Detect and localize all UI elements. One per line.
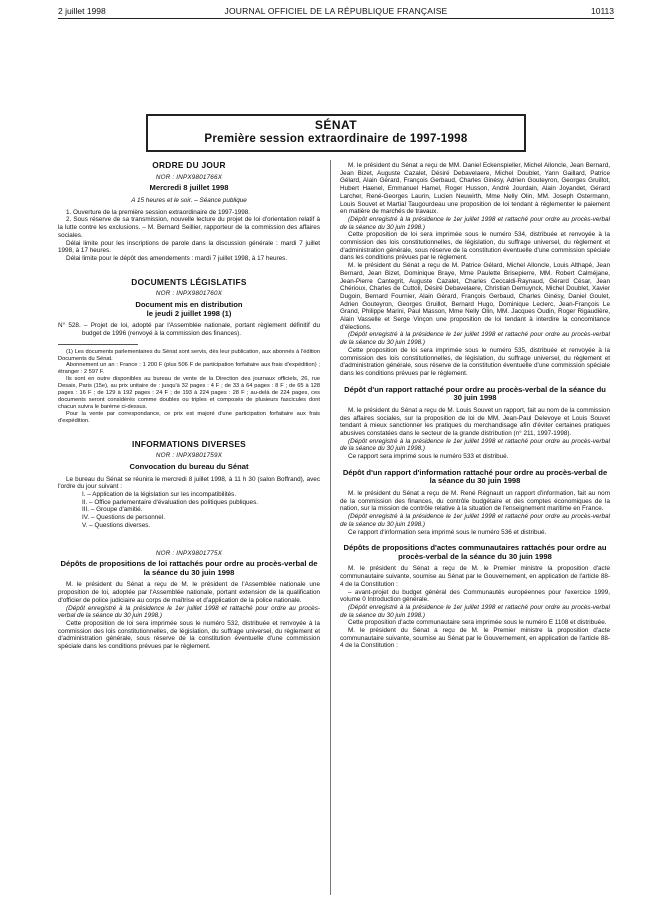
actes-paragraph-3: M. le président du Sénat a reçu de M. le Premier ministre la proposition d'acte communautaire suivante, soumise au Sénat par le Gouvernement, en application de l'article 88-4 de la Constitution :	[340, 627, 610, 650]
proposal-paragraph-1: M. le président du Sénat a reçu de MM. Daniel Eckenspieller, Michel Alloncle, Jean Bernard, Jean Bizet, Auguste Cazalet, Désiré Debavelaere, Michel Doublet, Yann Gaillard, Patrice Gélard, Alain Gérard, François Gerbaud, Charles Ginésy, Adrien Gouteyron, Georges Gruillot, Hubert Haenel, Emmanuel Hamel, Roger Husson, André Jourdain, Alain Joyandet, Gérard Larcher, René-Georges Laurin, Lucien Neuwirth, Mme Nelly Olin, MM. Joseph Ostermann, Louis Souvet et Martial Taugourdeau une proposition de loi tendant à réglementer le paiement en matière de marchés de travaux.	[340, 162, 610, 216]
document-item-528: N° 528. – Projet de loi, adopté par l'Assemblée nationale, portant règlement définitif du budget de 1996 (renvoyé à la commission des finances).	[58, 322, 320, 337]
documents-subheading-2: le jeudi 2 juillet 1998 (1)	[146, 308, 232, 318]
proposal-paragraph-4: Cette proposition de loi sera imprimée sous le numéro 535, distribuée et renvoyée à la commission des lois constitutionnelles, de législation, du suffrage universel, du règlement et d'administration générale, sous réserve de la constitution éventuelle d'une commission spéciale dans les conditions prévues par le règlement.	[340, 346, 610, 377]
header-journal-title: JOURNAL OFFICIEL DE LA RÉPUBLIQUE FRANÇAISE	[224, 6, 448, 16]
rapport-information-registration-note: (Dépôt enregistré à la présidence le 1er juillet 1998 et rattaché pour ordre au procès-verbal de la séance du 30 juin 1998.)	[340, 513, 610, 528]
ordre-time: A 15 heures et le soir. – Séance publique	[131, 197, 247, 204]
actes-paragraph-1: M. le président du Sénat a reçu de M. le Premier ministre la proposition d'acte communautaire suivante, soumise au Sénat par le Gouvernement, en application de l'article 88-4 de la Constitution :	[340, 565, 610, 588]
depots-heading: Dépôts de propositions de loi rattachés pour ordre au procès-verbal de la séance du 30 juin 1998	[60, 559, 318, 577]
left-column	[58, 162, 320, 651]
depots-paragraph-1: M. le président du Sénat a reçu de M. le président de l'Assemblée nationale une proposition de loi, adoptée par l'Assemblée nationale, portant extension de la qualification d'officier de police judiciaire au corps de maîtrise et d'application de la police nationale.	[58, 581, 320, 604]
ordre-item-2: 2. Sous réserve de sa transmission, nouvelle lecture du projet de loi d'orientation relatif à la lutte contre les exclusions. – M. Bernard Seillier, rapporteur de la commission des affaires sociales.	[58, 216, 320, 239]
ordre-deadline-2: Délai limite pour le dépôt des amendements : mardi 7 juillet 1998, à 17 heures.	[66, 254, 288, 262]
ordre-date: Mercredi 8 juillet 1998	[149, 183, 229, 193]
proposal-registration-note-2: (Dépôt enregistré à la présidence le 1er juillet 1998 et rattaché pour ordre au procès-verbal de la séance du 30 juin 1998.)	[340, 331, 610, 347]
ordre-deadline-1: Délai limite pour les inscriptions de parole dans la discussion générale : mardi 7 juillet 1998, à 17 heures.	[58, 239, 320, 255]
column-divider	[330, 160, 331, 895]
actes-registration-note: (Dépôt enregistré à la présidence le 1er juillet 1998 et rattaché pour ordre au procès-verbal de la séance du 30 juin 1998.)	[340, 603, 610, 619]
footnote-4: Pour la vente par correspondance, ce prix est majoré d'une participation forfaitaire aux frais d'expédition.	[58, 410, 320, 424]
footnote-1: (1) Les documents parlementaires du Sénat sont servis, dès leur publication, aux abonnés à l'édition Documents du Sénat.	[58, 348, 320, 362]
proposal-paragraph-3: M. le président du Sénat a reçu de M. Patrice Gélard, Michel Alloncle, Louis Althapé, Jean Bernard, Jean Bizet, Dominique Braye, Mme Paulette Brisepierre, MM. Robert Calméjane, Jean-Pierre Cantegrit, Auguste Cazalet, Charles Ceccaldi-Raynaud, Gérard César, Jean Chérioux, Charles de Cuttoli, Désiré Debavelaere, Christian Demuynck, Michel Doublet, Xavier Dugoin, Bernard Fournier, Alain Gérard, François Gerbaud, Charles Ginésy, Daniel Goulet, Adrien Gouteyron, Georges Gruillot, Bernard Hugo, Dominique Leclerc, Jean-François Le Grand, Philippe Marini, Paul Masson, Mme Nelly Olin, MM. Jacques Oudin, Roger Rigaudière, Alain Vasselle et Serge Vinçon une proposition de loi tendant à interdire la concomitance d'élections.	[340, 262, 610, 331]
info-agenda-item-3: III. – Groupe d'amitié.	[82, 506, 143, 514]
info-paragraph: Le bureau du Sénat se réunira le mercredi 8 juillet 1998, à 11 h 30 (salon Boffrand), avec l'ordre du jour suivant :	[58, 475, 320, 491]
proposal-registration-note-1: (Dépôt enregistré à la présidence le 1er juillet 1998 et rattaché pour ordre au procès-verbal de la séance du 30 juin 1998.)	[340, 215, 610, 231]
header-page-number: 10113	[590, 6, 614, 16]
info-subheading: Convocation du bureau du Sénat	[129, 462, 249, 471]
rapport-information-heading: Dépôt d'un rapport d'information rattaché pour ordre au procès-verbal de la séance du 30 juin 1998	[342, 467, 608, 486]
rapport-information-paragraph-2: Ce rapport d'information sera imprimé sous le numéro 536 et distribué.	[348, 528, 547, 536]
info-agenda-item-1: I. – Application de la législation sur les incompatibilités.	[82, 491, 237, 498]
ordre-nor: NOR : INPX9801766X	[155, 173, 223, 181]
documents-nor: NOR : INPX9801760X	[155, 290, 223, 298]
ordre-du-jour-heading: ORDRE DU JOUR	[152, 160, 226, 170]
depots-nor: NOR : INPX9801775X	[155, 549, 223, 557]
rapport-registration-note: (Dépôt enregistré à la présidence le 1er juillet 1998 et rattaché pour ordre au procès-verbal de la séance du 30 juin 1998.)	[340, 437, 610, 453]
footnote-rule	[58, 344, 138, 345]
ordre-item-1: 1. Ouverture de la première session extraordinaire de 1997-1998.	[66, 208, 251, 216]
depots-paragraph-2: Cette proposition de loi sera imprimée sous le numéro 532, distribuée et renvoyée à la commission des lois constitutionnelles, de législation, du suffrage universel, du règlement et d'administration générale, sous réserve de la constitution éventuelle d'une commission spéciale dans les conditions prévues par le règlement.	[58, 619, 320, 651]
rapport-heading: Dépôt d'un rapport rattaché pour ordre au procès-verbal de la séance du 30 juin 1998	[344, 384, 606, 403]
documents-subheading-1: Document mis en distribution	[135, 300, 243, 310]
proposal-paragraph-2: Cette proposition de loi sera imprimée sous le numéro 534, distribuée et renvoyée à la commission des lois constitutionnelles, de législation, du suffrage universel, du règlement et d'administration générale, sous réserve de la constitution éventuelle d'une commission spéciale dans les conditions prévues par le règlement.	[340, 231, 610, 262]
rapport-paragraph-2: Ce rapport sera imprimé sous le numéro 533 et distribué.	[348, 453, 509, 461]
header-date: 2 juillet 1998	[58, 6, 106, 16]
actes-item: – avant-projet du budget général des Communautés européennes pour l'exercice 1999, volume 0 Introduction générale.	[340, 588, 610, 604]
page-header	[58, 4, 614, 19]
actes-communautaires-heading: Dépôts de propositions d'actes communautaires rattachés pour ordre au procès-verbal de la séance du 30 juin 1998	[343, 543, 607, 561]
documents-legislatifs-heading: DOCUMENTS LÉGISLATIFS	[131, 276, 247, 287]
senate-banner	[146, 114, 526, 152]
informations-diverses-heading: INFORMATIONS DIVERSES	[131, 438, 246, 449]
info-agenda-item-4: IV. – Questions de personnel.	[82, 514, 165, 522]
depots-registration-note: (Dépôt enregistré à la présidence le 1er juillet 1998 et rattaché pour ordre au procès-verbal de la séance du 30 juin 1998.)	[58, 604, 320, 620]
rapport-paragraph-1: M. le président du Sénat a reçu de M. Louis Souvet un rapport, fait au nom de la commission des affaires sociales, sur la proposition de loi de MM. Jean-Paul Delevoye et Louis Souvet tendant à mieux sanctionner les pratiques du merchandisage afin d'éviter certaines pratiques abusives constatées dans le secteur de la grande distribution (n° 211, 1997-1998).	[340, 406, 610, 437]
banner-title: SÉNAT	[314, 118, 358, 132]
rapport-information-paragraph-1: M. le président du Sénat a reçu de M. René Régnault un rapport d'information, fait au nom de la commission des finances, du contrôle budgétaire et des comptes économiques de la nation, sur la mission de contrôle relative à la situation de l'enseignement maritime en France.	[340, 489, 610, 513]
info-nor: NOR : INPX9801759X	[155, 452, 223, 460]
right-column	[340, 162, 610, 650]
info-agenda-item-2: II. – Office parlementaire d'évaluation des politiques publiques.	[82, 498, 259, 506]
banner-subtitle: Première session extraordinaire de 1997-1998	[204, 133, 468, 145]
footnote-3: Ils sont en outre disponibles au bureau de vente de la Direction des journaux officiels, 26, rue Desaix, Paris (15e), au prix unitaire de : jusqu'à 32 pages : 4 F ; de 33 à 64 pages : 8 F ; de 65 à 128 pages : 16 F ; de 129 à 192 pages : 24 F ; de 193 à 224 pages : 28 F ; au-delà de 224 pages, ces documents seront considérés comme doubles ou triples et composés de plusieurs fascicules dont chacun suivra le barème ci-dessus.	[58, 376, 320, 410]
footnote-2: Abonnement un an : France : 1 200 F (plus 506 F de participation forfaitaire aux frais d'expédition) ; étranger : 2 597 F.	[58, 362, 320, 376]
actes-paragraph-2: Cette proposition d'acte communautaire sera imprimée sous le numéro E 1108 et distribuée.	[348, 619, 607, 627]
info-agenda-item-5: V. – Questions diverses.	[82, 521, 151, 529]
